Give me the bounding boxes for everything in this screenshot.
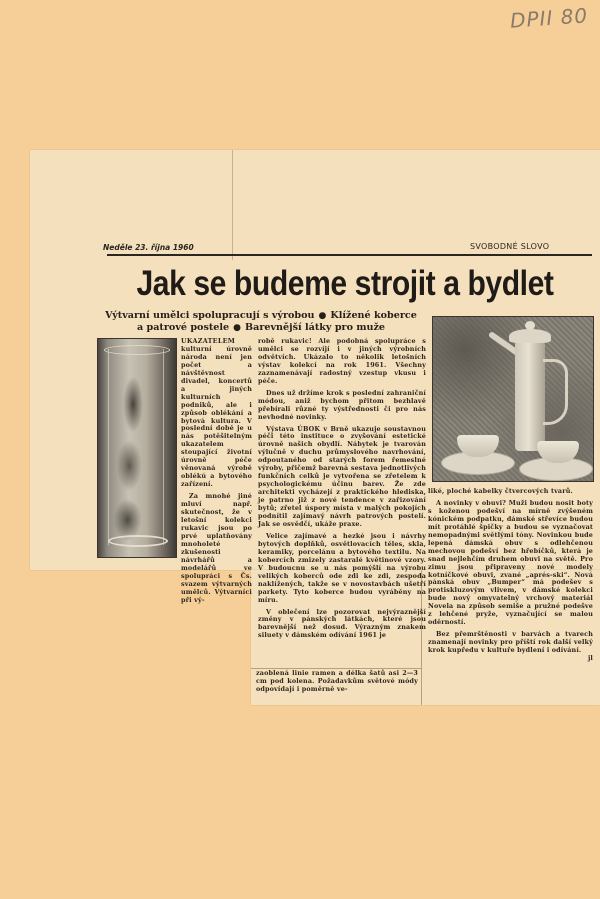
article-column-1 — [181, 338, 252, 604]
vase-body — [108, 349, 164, 545]
paragraph: robě rukavic! Ale podobná spolupráce s umělci se rozvíjí i v jiných výrobních odvětvích. Ukázalo to několik letošních výstav kolekcí na rok 1961. Všechny zaznamenávají radostný vzestup vkusu i péče. — [258, 337, 426, 385]
subhead-part-2: Klížené koberce — [330, 310, 417, 321]
handwritten-annotation: DPII 80 — [509, 3, 589, 33]
bullet-icon: ● — [233, 323, 241, 333]
paragraph: Dnes už držíme krok s poslední zahraniční módou, aniž bychom přitom bezhlavě přebírali různé ty výstřednosti či pro nás nevhodné novinky. — [258, 388, 426, 421]
paragraph: liké, ploché kabelky čtvercových tvarů. — [428, 487, 573, 495]
vase-rim — [104, 345, 170, 355]
paragraph: Bez přemrštěnosti v barvách a tvarech znamenají novinky pro příští rok další velký krok kupředu v kultuře bydlení i odívání. — [428, 630, 593, 655]
article-column-3 — [428, 488, 593, 663]
paragraph: Velice zajímavé a hezké jsou i návrhy bytových doplňků, osvětlovacích těles, skla, keramiky, porcelánu a bytového textilu. Na kobercích zmizely zastaralé květinové vzory. V budoucnu se u nás pomýšlí na výrobu velikých koberců ode zdi ke zdi, zespoda naklížených, takže se v novostavbách ušetří parkety. Tyto koberce budou vyráběny na míru. — [258, 531, 426, 604]
paragraph: Za mnohé jiné mluví např. skutečnost, že v letošní kolekci rukavic jsou po prvé uplatňovány mnoholeté zkušenosti návrhářů a modelářů ve spolupráci s Čs. svazem výtvarných umělců. Výtvarníci při vý- — [181, 492, 252, 604]
subheadline — [96, 310, 426, 334]
subhead-part-3: a patrové postele — [136, 322, 230, 333]
paragraph: V oblečení lze pozorovat nejvýraznější změny v pánských látkách, které jsou barevnější než dosud. Výrazným znakem siluety v dámském odívání 1961 je — [258, 607, 426, 640]
masthead-date: Neděle 23. října 1960 — [103, 243, 194, 252]
bullet-icon: ● — [318, 311, 327, 321]
masthead-rule — [107, 254, 592, 256]
coffee-pot-lid — [509, 329, 551, 343]
coffee-pot-handle — [543, 359, 568, 425]
article-column-2 — [258, 338, 426, 640]
vase-base — [108, 535, 168, 547]
coffee-pot-body — [515, 339, 545, 451]
author-signature: jl — [587, 654, 593, 663]
clipping-seam — [232, 150, 233, 260]
subhead-part-4: Barevnější látky pro muže — [245, 322, 386, 333]
masthead-paper-name: SVOBODNÉ SLOVO — [470, 242, 550, 251]
paragraph: Výstava ÚBOK v Brně ukazuje soustavnou péči této instituce o zvyšování estetické úrovně našich obydlí. Nábytek je tvarován výlučně v duchu průmyslového navrhování, odpoutaného od starých forem řemeslné výroby, přičemž barevná sestava jednotlivých funkčních celků je vytvořena se zřetelem k psychologickému účinu barev. Že zde architekti vycházejí z praktického hlediska, je patrno již z nové tendence v zařizování bytů; zřetel úspory místa v malých pokojích podnítil zajímavý návrh patrových postelí. Jak se osvědčí, ukáže praxe. — [258, 424, 426, 528]
photo-vase — [97, 338, 177, 558]
paragraph: A novinky v obuvi? Muži budou nosit boty s koženou podešví na mírně zvýšeném kónickém podpatku, dámské střevíce budou mít protáhlé špičky a budou se vyznačovat nemopadnými světlými tóny. Novinkou bude lepená dámská obuv s odlehčenou mechovou podešví bez hřebíčků, která je snad nejlehčím druhem obuvi na světě. Pro zimu jsou připraveny nové modely kotníčkové obuvi, zvané „aprés-ski“. Nová pánská obuv „Bumper“ má podešev s protiskluzovým vlivem, v dámské kolekci bude nový omyvatelný vrchový materiál Novela na způsob semiše a pružné podešve z lehčené pryže, vyznačující se malou oděrností. — [428, 498, 593, 627]
paragraph — [181, 338, 252, 489]
lead-word: UKAZATELEM — [181, 337, 236, 345]
subhead-part-1: Výtvarní umělci spolupracují s výrobou — [105, 310, 315, 321]
paragraph: zaoblená linie ramen a délka šatů asi 2—3 cm pod kolena. Požadavkům světové módy odpovídají i poměrně ve- — [256, 669, 418, 693]
article-column-2-continued — [256, 670, 418, 694]
headline: Jak se budeme strojit a bydlet — [136, 264, 554, 303]
coffee-pot-knob — [525, 321, 535, 330]
photo-coffee-set — [432, 316, 594, 482]
paragraph-text: kulturní úrovně národa není jen počet a návštěvnost divadel, koncertů a jiných kulturních podniků, ale i způsob oblékání a bytová kultura. V poslední době je u nás potěšitelným ukazatelem stoupající životní úrovně péče věnovaná výrobě oblékú a bytového zařízení. — [181, 344, 252, 489]
